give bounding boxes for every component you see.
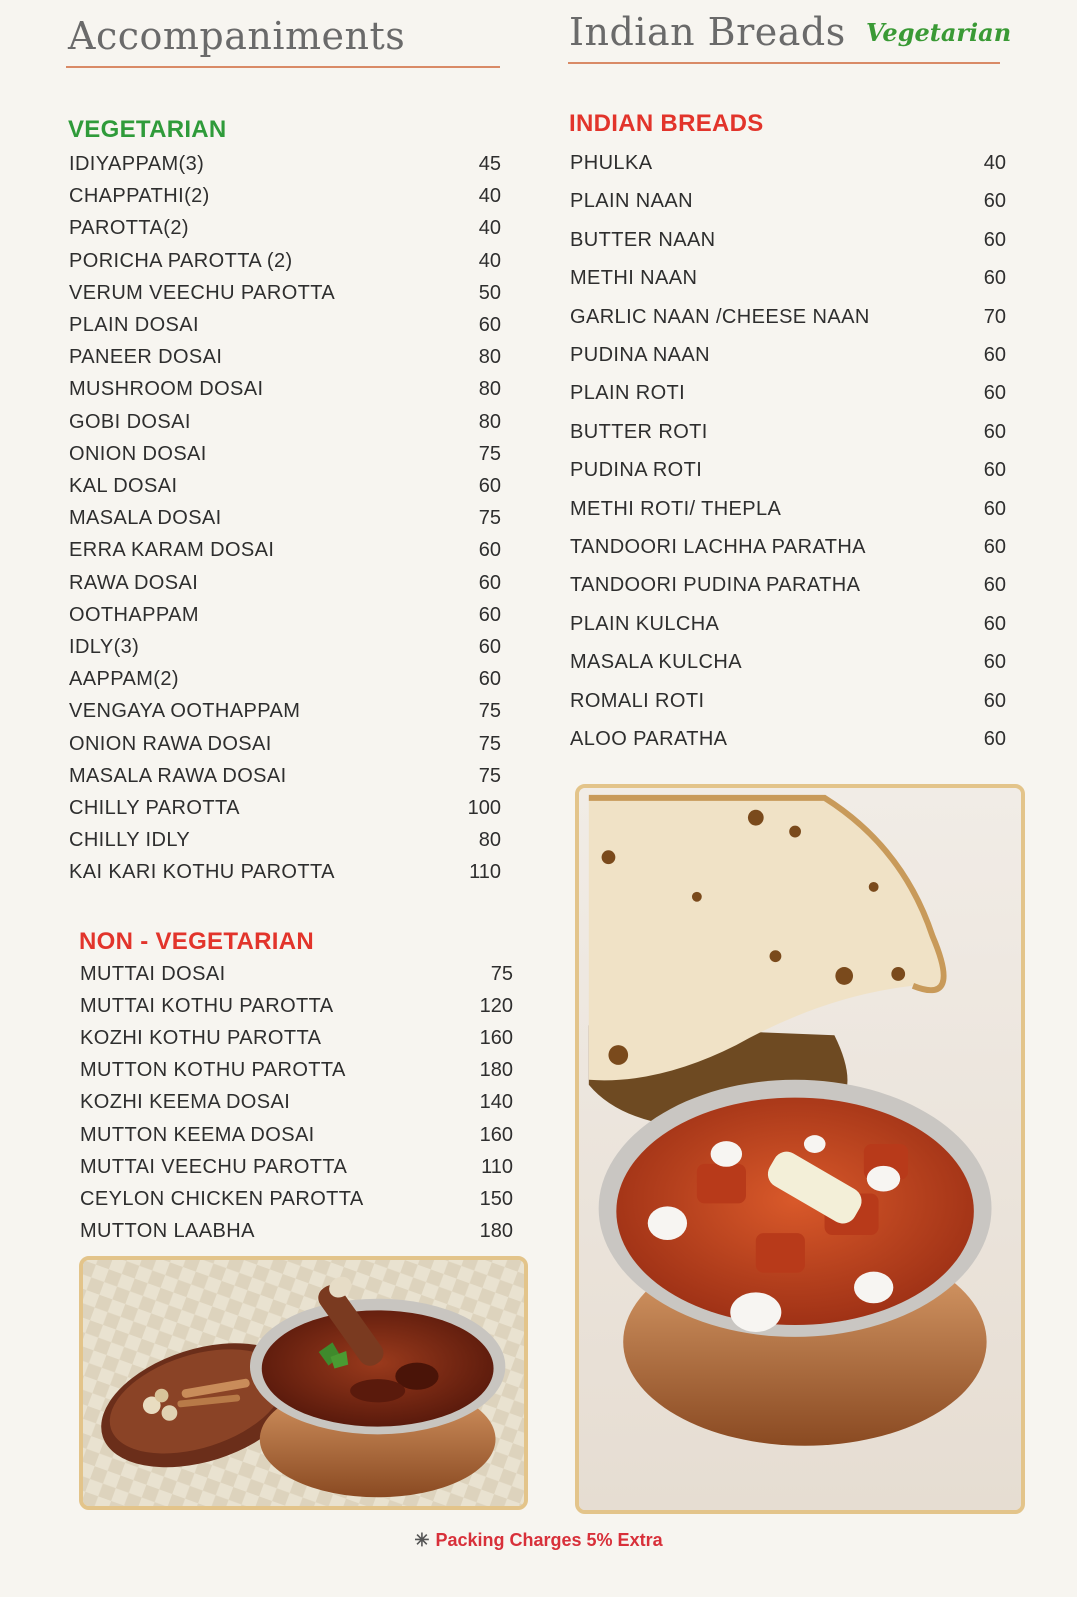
menu-item <box>69 507 501 537</box>
menu-item-name: GOBI DOSAI <box>69 410 191 433</box>
menu-item-price: 80 <box>478 829 501 852</box>
menu-item-price: 120 <box>479 995 513 1018</box>
nonveg-heading: NON - VEGETARIAN <box>79 928 315 955</box>
menu-item <box>570 498 1006 528</box>
menu-item-price: 80 <box>478 346 501 369</box>
vegetarian-tag: Vegetarian <box>866 18 1012 47</box>
menu-item <box>570 651 1006 681</box>
menu-item <box>69 604 501 634</box>
menu-item-name: PAROTTA(2) <box>69 217 189 240</box>
menu-item-price: 60 <box>983 267 1006 290</box>
accompaniments-title: Accompaniments <box>68 14 406 58</box>
menu-item <box>570 382 1006 412</box>
menu-item <box>570 421 1006 451</box>
packing-charges-text: Packing Charges 5% Extra <box>435 1530 663 1550</box>
menu-item-price: 80 <box>478 378 501 401</box>
naan-paneer-photo <box>575 784 1025 1514</box>
menu-item <box>69 636 501 666</box>
menu-item <box>80 1091 513 1121</box>
menu-item-price: 100 <box>467 797 501 819</box>
menu-item-name: PLAIN DOSAI <box>69 314 199 336</box>
menu-item-price: 60 <box>983 459 1006 482</box>
menu-item-name: CHAPPATHI(2) <box>69 185 210 208</box>
menu-item <box>69 475 501 505</box>
menu-item-price: 110 <box>469 861 501 884</box>
menu-item <box>69 668 501 698</box>
menu-item <box>570 728 1006 758</box>
menu-item-price: 140 <box>479 1091 513 1114</box>
menu-item-price: 60 <box>983 228 1006 251</box>
menu-item-price: 75 <box>490 963 513 985</box>
menu-item-price: 60 <box>983 382 1006 405</box>
menu-item-price: 60 <box>983 536 1006 558</box>
menu-item-name: PLAIN NAAN <box>570 190 693 213</box>
menu-item-name: VERUM VEECHU PAROTTA <box>69 281 336 304</box>
menu-item-price: 80 <box>478 410 501 433</box>
menu-item-name: ONION RAWA DOSAI <box>69 732 272 755</box>
asterisk-icon: ✳ <box>414 1530 430 1550</box>
menu-item <box>69 829 501 859</box>
menu-item <box>570 229 1006 259</box>
menu-item-name: MUTTON LAABHA <box>80 1219 255 1242</box>
menu-item-name: ROMALI ROTI <box>570 689 705 712</box>
menu-item <box>80 1027 513 1057</box>
menu-item-price: 60 <box>983 574 1006 597</box>
menu-item-name: METHI NAAN <box>570 267 698 290</box>
menu-item <box>570 574 1006 604</box>
menu-item-name: ERRA KARAM DOSAI <box>69 539 275 562</box>
menu-item-name: MASALA KULCHA <box>570 651 742 674</box>
menu-item-price: 110 <box>481 1155 513 1178</box>
menu-item-name: TANDOORI LACHHA PARATHA <box>570 536 866 558</box>
menu-item <box>69 411 501 441</box>
menu-item <box>570 190 1006 220</box>
menu-item <box>570 459 1006 489</box>
menu-item <box>80 1220 513 1250</box>
menu-item-price: 60 <box>478 571 501 594</box>
menu-item-price: 60 <box>478 668 501 691</box>
packing-charges-note <box>0 1530 1077 1551</box>
menu-item-price: 75 <box>478 507 501 530</box>
menu-item-price: 60 <box>478 636 501 658</box>
menu-item <box>69 153 501 183</box>
menu-item-name: PHULKA <box>570 152 653 174</box>
menu-item-name: KAL DOSAI <box>69 475 178 497</box>
menu-item-price: 60 <box>983 728 1006 750</box>
menu-item <box>570 152 1006 182</box>
menu-item-name: CEYLON CHICKEN PAROTTA <box>80 1187 364 1210</box>
menu-item-price: 60 <box>983 420 1006 443</box>
menu-item <box>80 963 513 993</box>
menu-item-name: MUSHROOM DOSAI <box>69 378 264 401</box>
vegetarian-heading: VEGETARIAN <box>68 116 227 143</box>
menu-item-price: 180 <box>479 1219 513 1242</box>
menu-item <box>69 378 501 408</box>
menu-item-price: 40 <box>478 217 501 240</box>
menu-item-name: AAPPAM(2) <box>69 668 179 691</box>
menu-item-name: MASALA RAWA DOSAI <box>69 764 287 787</box>
menu-item-name: MUTTON KEEMA DOSAI <box>80 1123 315 1146</box>
vegetarian-menu-list <box>69 153 501 893</box>
menu-item-name: PUDINA NAAN <box>570 344 710 366</box>
menu-item-name: PORICHA PAROTTA (2) <box>69 249 293 272</box>
menu-item-price: 60 <box>478 603 501 626</box>
menu-item <box>80 1156 513 1186</box>
menu-item-price: 75 <box>478 764 501 787</box>
menu-item-price: 60 <box>478 314 501 336</box>
menu-item-price: 160 <box>479 1123 513 1146</box>
breads-menu-list <box>570 152 1006 762</box>
menu-item-price: 45 <box>478 153 501 175</box>
menu-item-price: 75 <box>478 442 501 465</box>
menu-item <box>570 536 1006 566</box>
menu-item-price: 150 <box>479 1187 513 1210</box>
menu-item-price: 60 <box>983 689 1006 712</box>
menu-item <box>69 765 501 795</box>
menu-item <box>69 861 501 891</box>
menu-item-price: 40 <box>478 249 501 272</box>
menu-item <box>69 314 501 344</box>
menu-item-name: CHILLY IDLY <box>69 829 191 852</box>
menu-item <box>570 267 1006 297</box>
menu-item-name: MUTTAI VEECHU PAROTTA <box>80 1155 348 1178</box>
menu-item-price: 60 <box>983 344 1006 366</box>
menu-item <box>69 797 501 827</box>
menu-item-price: 60 <box>983 612 1006 635</box>
menu-item-name: KAI KARI KOTHU PAROTTA <box>69 861 335 884</box>
menu-item-price: 75 <box>478 732 501 755</box>
menu-item-name: ALOO PARATHA <box>570 728 728 750</box>
menu-item-name: PLAIN KULCHA <box>570 612 720 635</box>
menu-item <box>80 1059 513 1089</box>
menu-item-name: BUTTER NAAN <box>570 228 716 251</box>
menu-item <box>69 539 501 569</box>
menu-item <box>69 572 501 602</box>
menu-item-name: MUTTAI KOTHU PAROTTA <box>80 995 334 1018</box>
accompaniments-title-rule <box>66 66 500 68</box>
menu-item-name: KOZHI KEEMA DOSAI <box>80 1091 291 1114</box>
menu-item-price: 60 <box>478 475 501 497</box>
menu-item-price: 60 <box>983 497 1006 520</box>
menu-item-name: MUTTAI DOSAI <box>80 963 226 985</box>
menu-item-price: 70 <box>983 305 1006 328</box>
menu-item-name: VENGAYA OOTHAPPAM <box>69 700 301 723</box>
menu-item-name: OOTHAPPAM <box>69 603 199 626</box>
menu-item-name: TANDOORI PUDINA PARATHA <box>570 574 861 597</box>
menu-item-name: MASALA DOSAI <box>69 507 222 530</box>
menu-item <box>80 1188 513 1218</box>
menu-item-name: PANEER DOSAI <box>69 346 223 369</box>
indian-breads-heading: INDIAN BREADS <box>569 110 764 137</box>
menu-item-price: 60 <box>478 539 501 562</box>
menu-item-price: 60 <box>983 651 1006 674</box>
menu-item-price: 160 <box>479 1027 513 1050</box>
menu-item <box>570 690 1006 720</box>
menu-item-price: 60 <box>983 190 1006 213</box>
menu-item-name: MUTTON KOTHU PAROTTA <box>80 1059 346 1082</box>
menu-item-name: ONION DOSAI <box>69 442 207 465</box>
menu-item <box>80 995 513 1025</box>
mutton-curry-photo <box>79 1256 528 1510</box>
menu-item-name: PUDINA ROTI <box>570 459 703 482</box>
menu-item <box>69 185 501 215</box>
indian-breads-title-rule <box>568 62 1000 64</box>
menu-item-price: 75 <box>478 700 501 723</box>
menu-item <box>80 1124 513 1154</box>
menu-item <box>69 700 501 730</box>
menu-item <box>570 613 1006 643</box>
menu-item-name: CHILLY PAROTTA <box>69 797 240 819</box>
menu-item <box>69 282 501 312</box>
menu-item-price: 180 <box>479 1059 513 1082</box>
menu-item-name: METHI ROTI/ THEPLA <box>570 497 782 520</box>
menu-item-name: RAWA DOSAI <box>69 571 199 594</box>
menu-item <box>69 733 501 763</box>
indian-breads-title: Indian Breads <box>569 10 846 54</box>
menu-item <box>69 250 501 280</box>
menu-item-name: IDIYAPPAM(3) <box>69 153 205 175</box>
menu-item-name: IDLY(3) <box>69 636 140 658</box>
menu-item-price: 50 <box>478 281 501 304</box>
menu-item-name: KOZHI KOTHU PAROTTA <box>80 1027 322 1050</box>
menu-item <box>69 443 501 473</box>
menu-item <box>570 306 1006 336</box>
menu-item-price: 40 <box>478 185 501 208</box>
menu-item-name: GARLIC NAAN /CHEESE NAAN <box>570 305 870 328</box>
menu-item-price: 40 <box>983 152 1006 174</box>
menu-item-name: PLAIN ROTI <box>570 382 686 405</box>
menu-item <box>69 346 501 376</box>
nonveg-menu-list <box>80 963 513 1253</box>
menu-item-name: BUTTER ROTI <box>570 420 708 443</box>
menu-item <box>570 344 1006 374</box>
menu-item <box>69 217 501 247</box>
